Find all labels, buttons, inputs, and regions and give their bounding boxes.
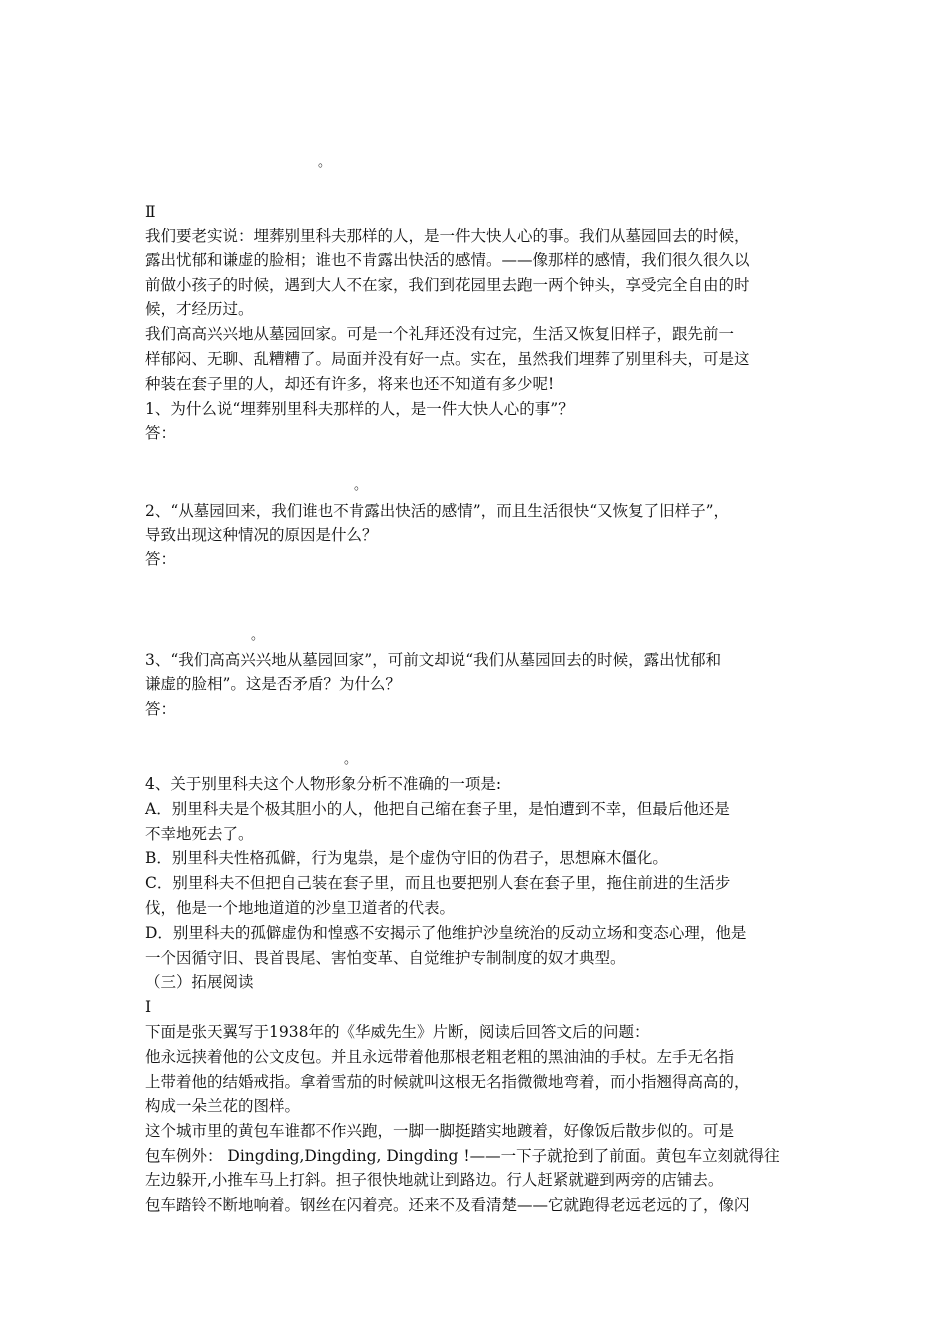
passage-line: 构成一朵兰花的图样。	[145, 1097, 301, 1115]
answer-period-mark: 。	[354, 478, 368, 493]
passage-line: 包车例外： Dingding,Dingding, Dingding !——一下子就抢到了前面。黄包车立刻就得往	[145, 1147, 780, 1165]
passage-line: 露出忧郁和谦虚的脸相；谁也不肯露出快活的感情。——像那样的感情，我们很久很久以	[145, 251, 750, 269]
option-c: C．别里科夫不但把自己装在套子里，而且也要把别人套在套子里，拖住前进的生活步	[145, 874, 731, 892]
option-a-line-2: 不幸地死去了。	[145, 825, 254, 843]
question-2-line-2: 导致出现这种情况的原因是什么？	[145, 526, 378, 544]
passage-line: 他永远挟着他的公文皮包。并且永远带着他那根老粗老粗的黑油油的手杖。左手无名指	[145, 1048, 735, 1066]
answer-label: 答：	[145, 424, 177, 442]
passage-line: 样郁闷、无聊、乱糟糟了。局面并没有好一点。实在，虽然我们埋葬了别里科夫，可是这	[145, 350, 750, 368]
passage-line: 这个城市里的黄包车谁都不作兴跑，一脚一脚挺踏实地踱着，好像饭后散步似的。可是	[145, 1122, 735, 1140]
passage-line: 包车踏铃不断地响着。钢丝在闪着亮。还来不及看清楚——它就跑得老远老远的了，像闪	[145, 1196, 750, 1214]
answer-label: 答：	[145, 700, 177, 718]
option-c-line-2: 伐，他是一个地地道道的沙皇卫道者的代表。	[145, 899, 456, 917]
option-d-line-2: 一个因循守旧、畏首畏尾、害怕变革、自觉维护专制制度的奴才典型。	[145, 949, 626, 967]
option-b: B．别里科夫性格孤僻，行为鬼祟，是个虚伪守旧的伪君子，思想麻木僵化。	[145, 849, 668, 867]
question-3-line-2: 谦虚的脸相”。这是否矛盾？为什么？	[145, 675, 401, 693]
passage-line: 左边躲开,小推车马上打斜。担子很快地就让到路边。行人赶紧就避到两旁的店铺去。	[145, 1171, 724, 1189]
passage-line: 上带着他的结婚戒指。拿着雪茄的时候就叫这根无名指微微地弯着，而小指翘得高高的，	[145, 1073, 750, 1091]
question-2: 2、“从墓园回来，我们谁也不肯露出快活的感情”，而且生活很快“又恢复了旧样子”，	[145, 502, 730, 520]
answer-label: 答：	[145, 550, 177, 568]
question-3: 3、“我们高高兴兴地从墓园回家”，可前文却说“我们从墓园回去的时候，露出忧郁和	[145, 651, 722, 669]
option-a: A．别里科夫是个极其胆小的人，他把自己缩在套子里，是怕遭到不幸，但最后他还是	[145, 800, 730, 818]
reading-intro: 下面是张天翼写于1938年的《华威先生》片断，阅读后回答文后的问题：	[145, 1023, 650, 1041]
option-d: D．别里科夫的孤僻虚伪和惶惑不安揭示了他维护沙皇统治的反动立场和变态心理，他是	[145, 924, 747, 942]
section-marker-roman-2: Ⅱ	[145, 203, 156, 221]
passage-line: 我们高高兴兴地从墓园回家。可是一个礼拜还没有过完，生活又恢复旧样子，跟先前一	[145, 325, 735, 343]
question-1: 1、为什么说“埋葬别里科夫那样的人，是一件大快人心的事”？	[145, 400, 574, 418]
section-marker-roman-1: Ⅰ	[145, 998, 152, 1016]
passage-line: 我们要老实说：埋葬别里科夫那样的人，是一件大快人心的事。我们从墓园回去的时候，	[145, 227, 750, 245]
answer-period-mark: 。	[251, 628, 265, 643]
passage-line: 种装在套子里的人，却还有许多，将来也还不知道有多少呢!	[145, 375, 555, 393]
passage-line: 前做小孩子的时候，遇到大人不在家，我们到花园里去跑一两个钟头，享受完全自由的时	[145, 276, 750, 294]
passage-line: 候，才经历过。	[145, 300, 254, 318]
section-heading: （三）拓展阅读	[145, 973, 254, 991]
question-4: 4、关于别里科夫这个人物形象分析不准确的一项是:	[145, 775, 502, 793]
answer-period-mark: 。	[344, 752, 358, 767]
answer-period-mark: 。	[318, 155, 332, 170]
